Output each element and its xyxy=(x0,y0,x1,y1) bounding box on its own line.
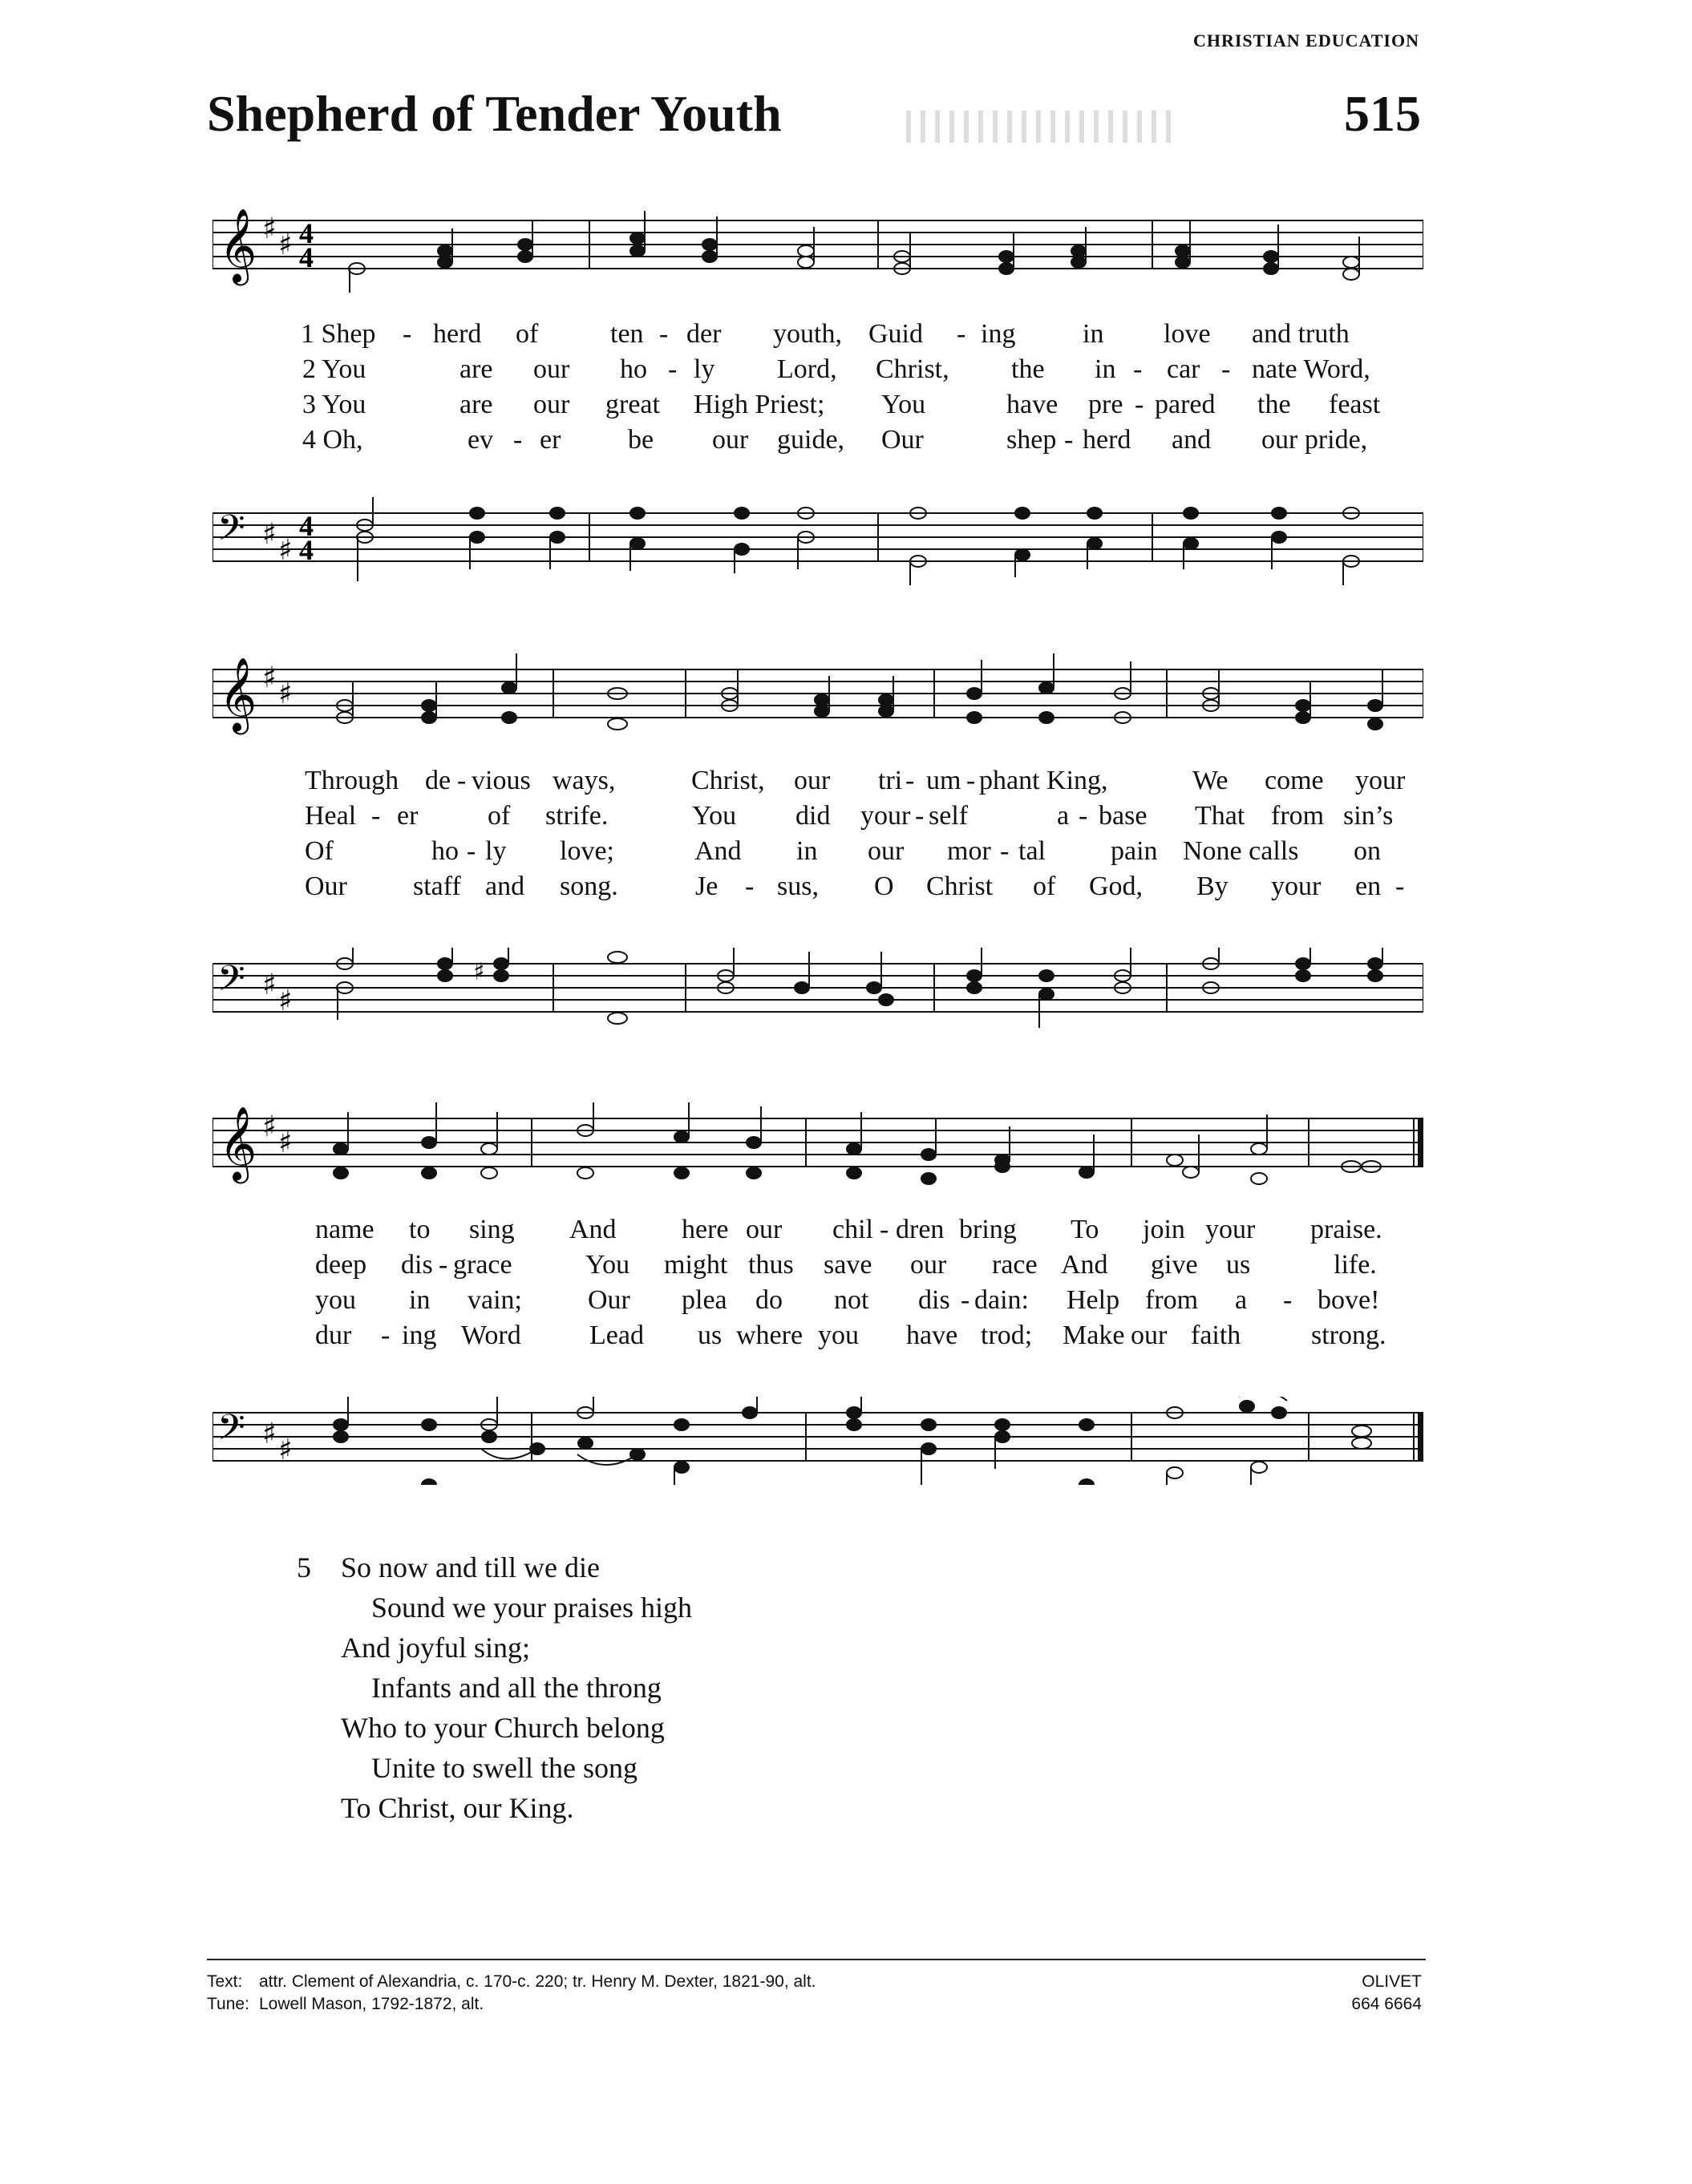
lyric-syllable: our xyxy=(1131,1321,1168,1350)
treble-clef-icon: 𝄞 xyxy=(219,657,257,731)
lyric-syllable: sus, xyxy=(777,872,819,901)
lyric-syllable: staff xyxy=(413,872,461,901)
lyric-syllable: of xyxy=(488,801,511,831)
lyric-syllable: And xyxy=(694,836,742,866)
verse-line xyxy=(213,869,1423,904)
lyric-syllable: here xyxy=(682,1215,729,1244)
lyric-syllable: Help xyxy=(1067,1285,1120,1315)
lyric-syllable: er xyxy=(397,801,419,831)
lyric-syllable: are xyxy=(459,354,493,384)
lyric-syllable: Make xyxy=(1063,1321,1125,1350)
lyric-syllable: herd xyxy=(1083,425,1131,455)
svg-text:♯: ♯ xyxy=(262,661,277,694)
lyric-syllable: vain; xyxy=(468,1285,522,1315)
lyric-syllable: our xyxy=(910,1250,947,1280)
lyric-syllable: Our xyxy=(305,872,347,901)
svg-text:♯: ♯ xyxy=(262,518,277,551)
lyric-syllable: God, xyxy=(1089,872,1144,901)
tune-name: OLIVET xyxy=(1362,1972,1422,1991)
lyric-syllable: - xyxy=(1079,801,1088,831)
lyric-syllable: our xyxy=(712,425,749,455)
lyric-syllable: tal xyxy=(1018,836,1046,866)
lyric-syllable: None calls xyxy=(1183,836,1299,866)
lyric-syllable: Christ, xyxy=(691,766,765,795)
lyric-syllable: - xyxy=(961,1285,970,1315)
lyric-syllable: bring xyxy=(959,1215,1017,1244)
lyric-syllable: - xyxy=(1133,354,1143,384)
lyric-syllable: pain xyxy=(1111,836,1158,866)
lyric-syllable: in xyxy=(409,1285,431,1315)
lyric-syllable: chil xyxy=(832,1215,873,1244)
treble-staff xyxy=(213,204,1423,282)
treble-clef-icon: 𝄞 xyxy=(219,208,257,282)
lyric-syllable: give xyxy=(1151,1250,1198,1280)
lyric-syllable: - xyxy=(371,801,381,831)
lyric-syllable: We xyxy=(1192,766,1229,795)
lyric-syllable: do xyxy=(755,1285,783,1315)
lyric-syllable: - xyxy=(381,1321,391,1350)
verse-line xyxy=(213,763,1423,799)
lyric-syllable: to xyxy=(409,1215,431,1244)
lyric-syllable: youth, xyxy=(773,319,842,349)
lyric-syllable: might xyxy=(664,1250,728,1280)
lyric-syllable: You xyxy=(881,390,926,419)
treble-staff xyxy=(213,653,1423,731)
lyric-syllable: nate Word, xyxy=(1252,354,1370,384)
lyric-syllable: our xyxy=(794,766,831,795)
lyric-syllable: a xyxy=(1235,1285,1248,1315)
lyric-syllable: shep xyxy=(1006,425,1057,455)
lyric-syllable: ten xyxy=(610,319,644,349)
lyric-syllable: Christ, xyxy=(876,354,949,384)
lyric-syllable: - xyxy=(1000,836,1010,866)
lyric-syllable: faith xyxy=(1191,1321,1241,1350)
lyric-syllable: name xyxy=(315,1215,374,1244)
lyric-syllable: come xyxy=(1265,766,1324,795)
lyric-syllable: - xyxy=(905,766,915,795)
lyric-syllable: Word xyxy=(461,1321,521,1350)
lyric-syllable: from xyxy=(1145,1285,1199,1315)
bass-clef-icon: 𝄢 xyxy=(217,507,245,557)
lyric-syllable: your xyxy=(1355,766,1406,795)
lyric-syllable: - xyxy=(1064,425,1074,455)
verse-line xyxy=(213,423,1423,458)
lyric-syllable: - xyxy=(1135,390,1144,419)
lyric-syllable: dis xyxy=(401,1250,433,1280)
svg-text:♯: ♯ xyxy=(262,969,277,1001)
lyric-syllable: you xyxy=(315,1285,356,1315)
lyric-syllable: Christ xyxy=(926,872,994,901)
lyric-syllable: 1 Shep xyxy=(301,319,376,349)
svg-text:♯: ♯ xyxy=(278,985,293,1017)
lyric-syllable: de xyxy=(425,766,451,795)
lyric-syllable: pared xyxy=(1155,390,1216,419)
lyric-syllable: are xyxy=(459,390,493,419)
lyric-syllable: You xyxy=(585,1250,630,1280)
lyric-syllable: race xyxy=(992,1250,1038,1280)
lyric-syllable: and truth xyxy=(1252,319,1350,349)
lyric-syllable: - xyxy=(966,766,976,795)
lyric-syllable: Guid xyxy=(868,319,923,349)
lyric-syllable: ev xyxy=(468,425,494,455)
lyric-syllable: have xyxy=(1006,390,1059,419)
lyric-syllable: be xyxy=(628,425,654,455)
lyric-syllable: - xyxy=(668,354,678,384)
lyric-syllable: - xyxy=(915,801,925,831)
lyric-syllable: - xyxy=(659,319,669,349)
verse-line xyxy=(213,1212,1423,1248)
verse-line xyxy=(213,834,1423,869)
lyric-syllable: - xyxy=(467,836,476,866)
treble-staff xyxy=(213,1102,1423,1180)
lyric-syllable: That xyxy=(1195,801,1245,831)
credits xyxy=(207,1971,816,2016)
treble-clef-icon: 𝄞 xyxy=(219,1106,257,1180)
verse-5-line: Who to your Church belong xyxy=(341,1712,665,1744)
lyric-syllable: love; xyxy=(560,836,614,866)
scan-smudge xyxy=(906,111,1179,143)
lyric-syllable: in xyxy=(796,836,818,866)
lyric-syllable: our xyxy=(533,354,570,384)
lyric-syllable: our pride, xyxy=(1261,425,1368,455)
verse-line xyxy=(213,1318,1423,1353)
lyric-syllable: our xyxy=(868,836,905,866)
lyric-syllable: mor xyxy=(947,836,991,866)
lyric-syllable: self xyxy=(929,801,969,831)
lyric-syllable: - xyxy=(439,1250,448,1280)
svg-text:♯: ♯ xyxy=(278,229,293,261)
svg-text:4: 4 xyxy=(299,217,314,249)
verse-5-line: Unite to swell the song xyxy=(371,1752,638,1784)
lyric-syllable: Our xyxy=(881,425,924,455)
lyric-syllable: base xyxy=(1099,801,1148,831)
lyric-syllable: save xyxy=(824,1250,872,1280)
lyric-syllable: on xyxy=(1354,836,1381,866)
lyric-syllable: Lead xyxy=(589,1321,644,1350)
lyric-syllable: O xyxy=(874,872,894,901)
hymn-number: 515 xyxy=(1344,85,1421,142)
svg-text:4: 4 xyxy=(299,241,314,273)
lyric-syllable: herd xyxy=(433,319,482,349)
lyrics-system-3 xyxy=(213,1212,1423,1353)
lyric-syllable: tri xyxy=(878,766,903,795)
lyric-syllable: guide, xyxy=(777,425,845,455)
tune-meter: 664 6664 xyxy=(1351,1995,1422,2013)
lyric-syllable: ing xyxy=(402,1321,437,1350)
lyric-syllable: ly xyxy=(485,836,507,866)
lyric-syllable: en xyxy=(1355,872,1382,901)
lyric-syllable: dain: xyxy=(974,1285,1029,1315)
verse-line xyxy=(213,1283,1423,1318)
lyric-syllable: - xyxy=(513,425,523,455)
verse-5 xyxy=(297,1547,692,1828)
verse-line xyxy=(213,1248,1423,1283)
tune-credit: Tune: Lowell Mason, 1792-1872, alt. xyxy=(207,1995,484,2013)
svg-text:♯: ♯ xyxy=(473,958,485,986)
lyric-syllable: High Priest; xyxy=(694,390,825,419)
lyric-syllable: feast xyxy=(1329,390,1381,419)
lyric-syllable: You xyxy=(692,801,737,831)
lyric-syllable: And xyxy=(1061,1250,1108,1280)
verse-5-line: To Christ, our King. xyxy=(341,1792,574,1824)
lyric-syllable: 2 You xyxy=(302,354,366,384)
lyric-syllable: the xyxy=(1011,354,1045,384)
lyric-syllable: ho xyxy=(431,836,459,866)
lyric-syllable: - xyxy=(1221,354,1231,384)
lyric-syllable: in xyxy=(1095,354,1116,384)
verse-line xyxy=(213,387,1423,423)
verse-5-line: Infants and all the throng xyxy=(371,1672,662,1704)
text-credit: Text: attr. Clement of Alexandria, c. 170-c. 220; tr. Henry M. Dexter, 1821-90, alt. xyxy=(207,1972,816,1991)
verse-5-line: And joyful sing; xyxy=(341,1632,531,1664)
lyric-syllable: um xyxy=(926,766,961,795)
lyric-syllable: not xyxy=(834,1285,869,1315)
lyric-syllable: of xyxy=(1033,872,1056,901)
lyric-syllable: vious xyxy=(472,766,531,795)
lyric-syllable: have xyxy=(906,1321,958,1350)
lyric-syllable: you xyxy=(818,1321,859,1350)
verse-line xyxy=(213,799,1423,834)
svg-text:♯: ♯ xyxy=(262,1418,277,1450)
lyric-syllable: where xyxy=(736,1321,803,1350)
lyric-syllable: the xyxy=(1257,390,1291,419)
svg-text:♯: ♯ xyxy=(262,212,277,245)
lyric-syllable: To xyxy=(1071,1215,1099,1244)
lyric-syllable: er xyxy=(540,425,561,455)
svg-text:♯: ♯ xyxy=(262,1110,277,1143)
lyric-syllable: der xyxy=(686,319,722,349)
svg-text:4: 4 xyxy=(299,534,314,566)
lyric-syllable: our xyxy=(746,1215,783,1244)
lyric-syllable: in xyxy=(1083,319,1104,349)
lyric-syllable: sing xyxy=(469,1215,515,1244)
lyric-syllable: your xyxy=(1205,1215,1256,1244)
lyric-syllable: love xyxy=(1164,319,1211,349)
lyric-syllable: - xyxy=(1395,872,1405,901)
lyric-syllable: of xyxy=(516,319,539,349)
lyric-syllable: Je xyxy=(695,872,718,901)
svg-text:4: 4 xyxy=(299,510,314,542)
svg-text:♯: ♯ xyxy=(278,1126,293,1159)
hymn-title: Shepherd of Tender Youth xyxy=(207,85,782,142)
footer-divider xyxy=(207,1959,1426,1960)
verse-line xyxy=(213,317,1423,352)
bass-staff xyxy=(213,948,1423,1017)
lyric-syllable: life. xyxy=(1334,1250,1377,1280)
svg-text:♯: ♯ xyxy=(278,1434,293,1466)
lyric-syllable: praise. xyxy=(1310,1215,1382,1244)
lyric-syllable: from xyxy=(1271,801,1325,831)
lyric-syllable: ing xyxy=(981,319,1016,349)
lyric-syllable: us xyxy=(1226,1250,1251,1280)
lyric-syllable: ways, xyxy=(553,766,616,795)
lyric-syllable: ly xyxy=(694,354,715,384)
lyric-syllable: and xyxy=(485,872,525,901)
lyric-syllable: strong. xyxy=(1311,1321,1386,1350)
lyric-syllable: - xyxy=(745,872,755,901)
lyric-syllable: By xyxy=(1196,872,1229,901)
tune-info xyxy=(1351,1971,1422,2016)
svg-text:♯: ♯ xyxy=(278,534,293,567)
lyric-syllable: join xyxy=(1143,1215,1185,1244)
lyric-syllable: - xyxy=(403,319,412,349)
verse-line xyxy=(213,352,1423,387)
lyric-syllable: And xyxy=(569,1215,617,1244)
lyric-syllable: trod; xyxy=(981,1321,1033,1350)
lyric-syllable: sin’s xyxy=(1343,801,1394,831)
lyric-syllable: 3 You xyxy=(302,390,366,419)
svg-text:♯: ♯ xyxy=(278,677,293,710)
lyric-syllable: our xyxy=(533,390,570,419)
lyric-syllable: deep xyxy=(315,1250,367,1280)
lyric-syllable: bove! xyxy=(1318,1285,1380,1315)
lyric-syllable: your xyxy=(1271,872,1322,901)
section-label: CHRISTIAN EDUCATION xyxy=(1192,30,1419,51)
lyric-syllable: us xyxy=(698,1321,723,1350)
lyric-syllable: phant King, xyxy=(979,766,1108,795)
verse-5-line: 5 So now and till we die xyxy=(297,1551,600,1583)
lyric-syllable: - xyxy=(957,319,966,349)
lyric-syllable: great xyxy=(605,390,660,419)
lyric-syllable: did xyxy=(795,801,831,831)
lyric-syllable: - xyxy=(457,766,467,795)
lyric-syllable: thus xyxy=(748,1250,794,1280)
lyric-syllable: your xyxy=(860,801,911,831)
bass-clef-icon: 𝄢 xyxy=(217,1406,245,1457)
lyric-syllable: song. xyxy=(560,872,618,901)
lyric-syllable: - xyxy=(1283,1285,1293,1315)
lyric-syllable: dis xyxy=(918,1285,950,1315)
bass-staff xyxy=(213,497,1423,567)
lyric-syllable: Through xyxy=(305,766,399,795)
verse-5-line: Sound we your praises high xyxy=(371,1591,692,1624)
lyric-syllable: strife. xyxy=(545,801,609,831)
lyrics-system-1 xyxy=(213,317,1423,458)
lyric-syllable: Lord, xyxy=(777,354,837,384)
bass-staff xyxy=(213,1397,1423,1466)
lyric-syllable: grace xyxy=(453,1250,512,1280)
lyric-syllable: and xyxy=(1172,425,1212,455)
lyric-syllable: dren xyxy=(896,1215,945,1244)
lyric-syllable: ho xyxy=(620,354,647,384)
lyric-syllable: Our xyxy=(588,1285,630,1315)
lyrics-system-2 xyxy=(213,763,1423,904)
bass-clef-icon: 𝄢 xyxy=(217,957,245,1008)
lyric-syllable: car xyxy=(1167,354,1200,384)
lyric-syllable: plea xyxy=(682,1285,727,1315)
lyric-syllable: 4 Oh, xyxy=(302,425,363,455)
lyric-syllable: pre xyxy=(1088,390,1123,419)
lyric-syllable: Heal xyxy=(305,801,357,831)
lyric-syllable: - xyxy=(880,1215,889,1244)
lyric-syllable: a xyxy=(1057,801,1070,831)
lyric-syllable: Of xyxy=(305,836,334,866)
lyric-syllable: dur xyxy=(315,1321,352,1350)
